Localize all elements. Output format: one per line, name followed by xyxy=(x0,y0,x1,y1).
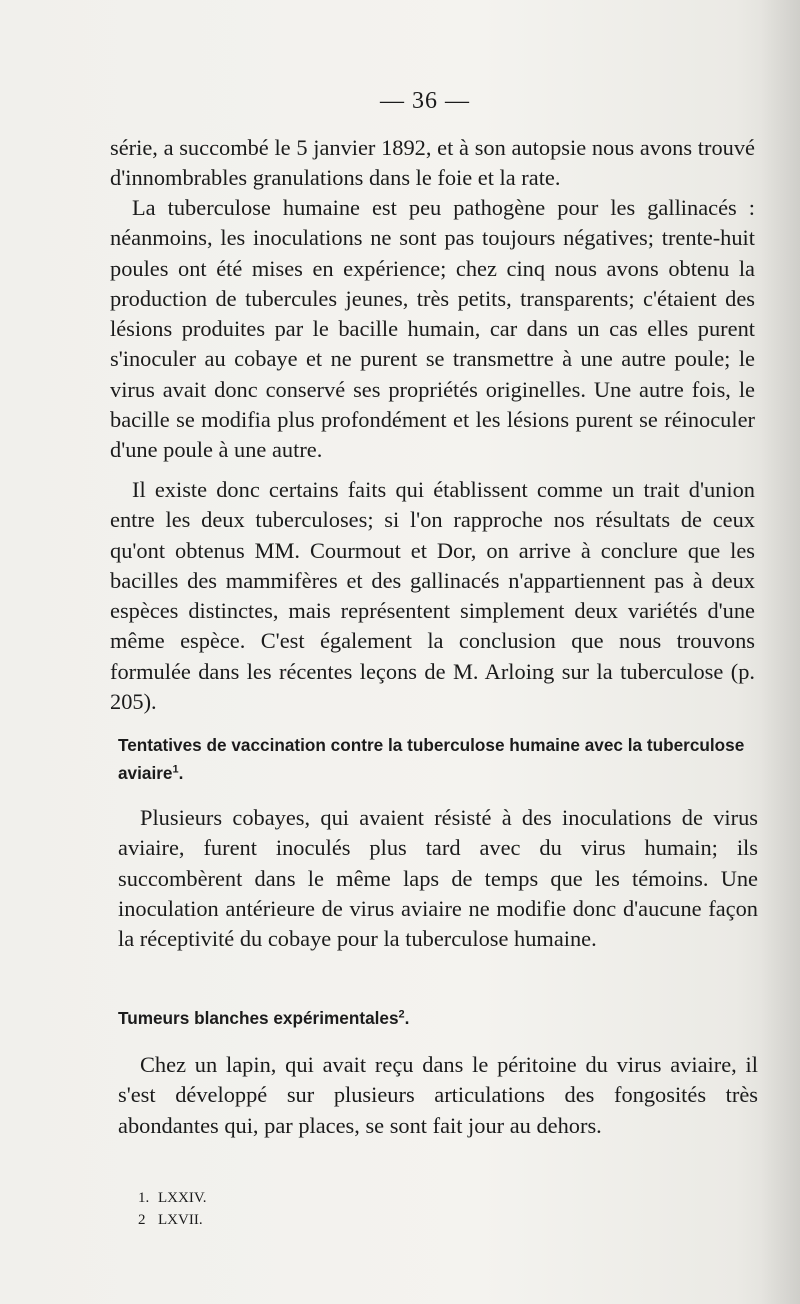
paragraph-2: La tuberculose humaine est peu pathogène pour les gallinacés : néanmoins, les inoculations ne sont pas toujours négatives; trente-huit poules ont été mises en expérience; chez cinq nous avons obtenu la production de tubercules jeunes, très petits, transparents; c'étaient des lésions produites par le bacille humain, car dans un cas elles purent s'inoculer au cobaye et ne purent se transmettre à une autre poule; le virus avait donc conservé ses propriétés originelles. Une autre fois, le bacille se modifia plus profondément et les lésions purent se réinoculer d'une poule à une autre. xyxy=(110,195,755,463)
paragraph-5: Chez un lapin, qui avait reçu dans le péritoine du virus aviaire, il s'est développé sur plusieurs articulations des fongosités très abondantes qui, par places, se sont fait jour au dehors. xyxy=(118,1052,758,1138)
footnote-ref-2: 2 xyxy=(398,1008,405,1021)
section-heading-tumeurs: Tumeurs blanches expérimentales$^2$. xyxy=(118,1008,410,1028)
paragraph-4: Plusieurs cobayes, qui avaient résisté à des inoculations de virus aviaire, furent inoculés plus tard avec du virus humain; ils succombèrent dans le même laps de temps que les témoins. Une inoculation antérieure de virus aviaire ne modifie donc d'aucune façon la réceptivité du cobaye pour la tuberculose humaine. xyxy=(118,805,758,952)
section-heading-tumeurs-text: Tumeurs blanches expérimentales xyxy=(118,1008,399,1028)
page-edge-shadow xyxy=(760,0,800,1304)
footnote-ref-1: 1 xyxy=(172,763,179,776)
page-number: — 36 — xyxy=(380,88,470,114)
footnote-1-text: LXXIV. xyxy=(158,1190,207,1206)
section-heading-vaccination: Tentatives de vaccination contre la tuberculose humaine avec la tuberculose aviaire$^1$. xyxy=(118,735,745,783)
paragraph-1: série, a succombé le 5 janvier 1892, et à son autopsie nous avons trouvé d'innombrables granulations dans le foie et la rate. xyxy=(110,135,755,191)
section-heading-vaccination-line2: aviaire xyxy=(118,763,173,783)
paragraph-3: Il existe donc certains faits qui établissent comme un trait d'union entre les deux tuberculoses; si l'on rapproche nos résultats de ceux qu'ont obtenus MM. Courmout et Dor, on arrive à conclure que les bacilles des mammifères et des gallinacés n'appartiennent pas à deux espèces distinctes, mais représentent simplement deux variétés d'une même espèce. C'est également la conclusion que nous trouvons formulée dans les récentes leçons de M. Arloing sur la tuberculose (p. 205). xyxy=(110,477,755,715)
footnote-1-number: 1. xyxy=(138,1190,150,1206)
footnote-1 xyxy=(138,1187,206,1209)
section-heading-vaccination-line1: Tentatives de vaccination contre la tuberculose humaine avec la tuberculose xyxy=(118,735,745,755)
footnotes xyxy=(138,1187,206,1231)
footnote-2-number: 2 xyxy=(138,1212,146,1228)
footnote-2 xyxy=(138,1209,206,1231)
footnote-2-text: LXVII. xyxy=(158,1212,203,1228)
